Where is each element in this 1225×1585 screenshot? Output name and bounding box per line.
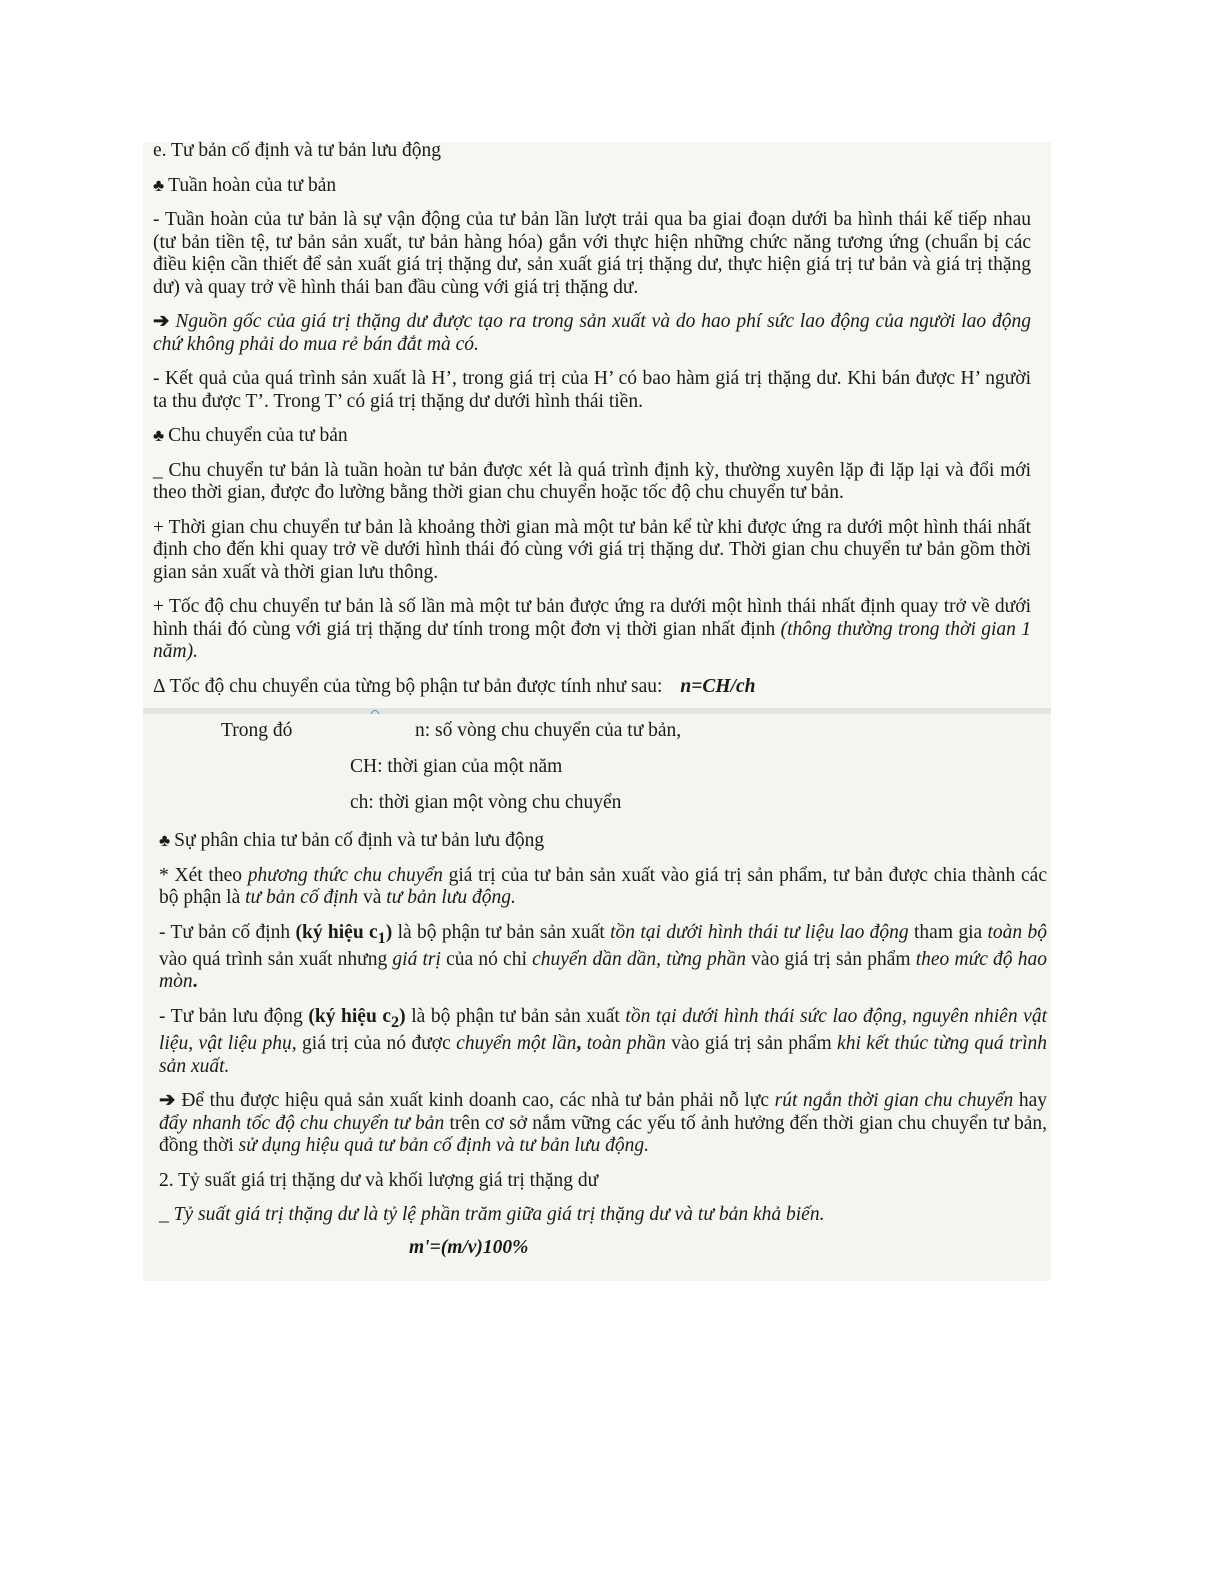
paragraph-surplus-origin — [153, 311, 1031, 356]
definition-row-CH — [159, 750, 1047, 786]
paragraph-formula-intro — [153, 676, 1031, 699]
club-icon: ♣ — [153, 175, 165, 195]
screenshot-bottom-section — [143, 714, 1051, 1281]
definition-n: n: số vòng chu chuyển của tư bản, — [415, 720, 682, 741]
paragraph-turnover-definition: _ Chu chuyển tư bản là tuần hoàn tư bản được xét là quá trình định kỳ, thường xuyên lặp đi lặp lại và đổi mới theo thời gian, được đo lường bằng thời gian chu chuyển hoặc tốc độ chu chuyển tư bản. — [153, 459, 1031, 503]
arrow-right-icon: ➔ — [159, 1090, 176, 1112]
paragraph-turnover-time: + Thời gian chu chuyển tư bản là khoảng thời gian mà một tư bản kể từ khi được ứng ra dưới một hình thái nhất định cho đến khi quay trở về dưới hình thái đó cùng với giá trị thặng dư. Thời gian chu chuyển tư bản gồm thời gian sản xuất và thời gian lưu thông. — [153, 516, 1031, 583]
paragraph-division-criteria: * Xét theo phương thức chu chuyển giá trị của tư bản sản xuất vào giá trị sản phẩm, tư bản được chia thành các bộ phận là tư bản cố định và tư bản lưu động. — [159, 864, 1047, 908]
definition-row-n — [159, 714, 1047, 750]
section-title-circulation — [153, 175, 1031, 198]
definition-CH: CH: thời gian của một năm — [350, 756, 563, 777]
paragraph-circulating-capital: - Tư bản lưu động (ký hiệu $c_2$) là bộ phận tư bản sản xuất tồn tại dưới hình thái sức lao động, nguyên nhiên vật liệu, vật liệu phụ, giá trị của nó được chuyển một lần, toàn phần vào giá trị sản phẩm khi kết thúc từng quá trình sản xuất. — [159, 1005, 1048, 1077]
paragraph-fixed-capital: - Tư bản cố định (ký hiệu $c_1$) là bộ phận tư bản sản xuất tồn tại dưới hình thái tư liệu lao động tham gia toàn bộ vào quá trình sản xuất nhưng giá trị của nó chỉ chuyển dần dần, từng phần vào giá trị sản phẩm theo mức độ hao mòn. — [159, 921, 1047, 993]
section-title-text: Chu chuyển của tư bản — [168, 425, 348, 446]
club-icon: ♣ — [153, 426, 165, 445]
paragraph-circulation-definition: - Tuần hoàn của tư bản là sự vận động của tư bản lần lượt trải qua ba giai đoạn dưới ba hình thái kế tiếp nhau (tư bản tiền tệ, tư bản sản xuất, tư bản hàng hóa) gắn với thực hiện những chức năng tương ứng (chuẩn bị các điều kiện cần thiết để sản xuất giá trị thặng dư, sản xuất giá trị thặng dư, thực hiện giá trị tư bản và giá trị thặng dư) và quay trở về hình thái ban đầu cùng với giá trị thặng dư. — [153, 209, 1031, 298]
paragraph-turnover-speed — [153, 596, 1031, 664]
section-title-division — [159, 830, 1047, 853]
paragraph-production-result: - Kết quả của quá trình sản xuất là H’, trong giá trị của H’ có bao hàm giá trị thặng dư. Khi bán được H’ người ta thu được T’. Trong T’ có giá trị thặng dư dưới hình thái tiền. — [153, 368, 1031, 412]
club-icon: ♣ — [159, 831, 171, 850]
arrow-right-icon: ➔ — [153, 311, 170, 332]
trong-do-label: Trong đó — [221, 720, 293, 741]
screenshot-top-section — [143, 142, 1051, 710]
turnover-speed-text: + Tốc độ chu chuyển tư bản là số lần mà một tư bản được ứng ra dưới một hình thái nhất định quay trở về dưới hình thái đó cùng với giá trị thặng dư tính trong một đơn vị thời gian nhất định — [153, 596, 1031, 640]
section-title-turnover — [153, 425, 1031, 448]
heading-2: 2. Tỷ suất giá trị thặng dư và khối lượng giá trị thặng dư — [159, 1169, 599, 1191]
formula-m-prime: m'=(m/v)100% — [409, 1236, 529, 1258]
formula-n: n=CH/ch — [680, 675, 756, 697]
turnover-speed-note: (thông thường trong thời gian 1 năm). — [153, 618, 1031, 662]
formula-intro-text: Tốc độ chu chuyển của từng bộ phận tư bản được tính như sau: — [169, 675, 663, 697]
paragraph-efficiency: ➔ Để thu được hiệu quả sản xuất kinh doanh cao, các nhà tư bản phải nỗ lực rút ngắn thời gian chu chuyển hay đẩy nhanh tốc độ chu chuyển tư bản trên cơ sở nắm vững các yếu tố ảnh hưởng đến thời gian chu chuyển tư bản, đồng thời sử dụng hiệu quả tư bản cố định và tư bản lưu động. — [159, 1090, 1048, 1157]
definition-ch: ch: thời gian một vòng chu chuyển — [350, 792, 622, 813]
section-title-text: Sự phân chia tư bản cố định và tư bản lưu động — [174, 830, 545, 851]
delta-icon: Δ — [153, 675, 166, 697]
section-title-text: Tuần hoàn của tư bản — [168, 174, 337, 196]
surplus-origin-text: Nguồn gốc của giá trị thặng dư được tạo ra trong sản xuất và do hao phí sức lao động của người lao động chứ không phải do mua rẻ bán đắt mà có. — [153, 311, 1031, 355]
paragraph-surplus-rate: _ Tỷ suất giá trị thặng dư là tỷ lệ phần trăm giữa giá trị thặng dư và tư bản khả biến. — [159, 1204, 825, 1226]
heading-e: e. Tư bản cố định và tư bản lưu động — [153, 140, 442, 161]
definition-row-ch — [159, 786, 1047, 822]
